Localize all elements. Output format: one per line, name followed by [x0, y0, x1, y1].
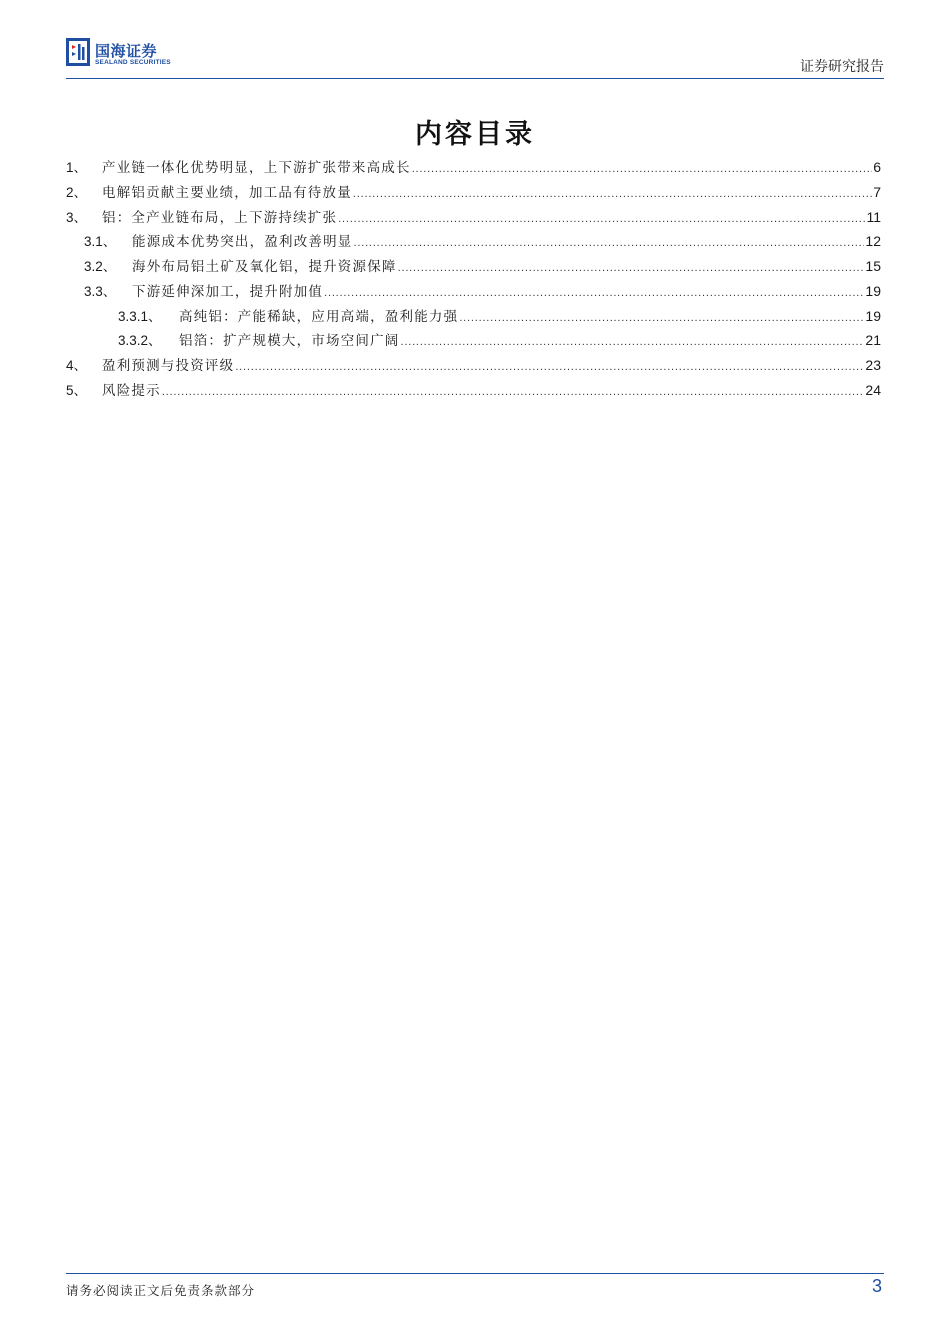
toc-entry-number: 2、: [66, 184, 88, 200]
toc-dot-leader: [338, 213, 865, 225]
report-type-label: 证券研究报告: [800, 59, 884, 75]
toc-entry-number: 1、: [66, 160, 88, 175]
toc-entry-title: 铝：全产业链布局，上下游持续扩张: [102, 209, 338, 226]
toc-entry-title: 下游延伸深加工，提升附加值: [132, 283, 324, 300]
toc-entry-number: 3、: [66, 209, 88, 225]
toc-entry[interactable]: [66, 156, 881, 181]
toc-entry-number: 3.2、: [84, 259, 117, 274]
toc-entry[interactable]: [66, 305, 881, 330]
toc-title: 内容目录: [415, 119, 535, 150]
toc-entry-number: 3.3.2、: [118, 333, 162, 349]
toc-entry-title: 海外布局铝土矿及氧化铝，提升资源保障: [132, 259, 397, 275]
toc-entry-page: 11: [866, 208, 881, 225]
sealand-logo-icon: [66, 38, 90, 66]
footer-divider: [66, 1273, 884, 1274]
toc-entry[interactable]: [66, 255, 881, 280]
toc-entry-title: 铝箔：扩产规模大，市场空间广阔: [179, 333, 400, 350]
toc-entry[interactable]: [66, 206, 881, 231]
toc-entry[interactable]: [66, 280, 881, 305]
toc-entry-number: 3.3.1、: [118, 308, 162, 324]
toc-entry-page: 24: [865, 381, 881, 398]
toc-entry[interactable]: [66, 354, 881, 379]
page-number: 3: [871, 1276, 882, 1296]
toc-dot-leader: [324, 287, 864, 299]
toc-dot-leader: [398, 262, 865, 274]
toc-dot-leader: [162, 386, 865, 398]
toc-entry-title: 盈利预测与投资评级: [102, 358, 235, 374]
toc-entry[interactable]: [66, 329, 881, 354]
toc-entry-title: 风险提示: [102, 382, 161, 399]
toc-dot-leader: [412, 163, 873, 175]
toc-entry-title: 电解铝贡献主要业绩，加工品有待放量: [102, 184, 352, 201]
toc-entry-number: 3.1、: [84, 234, 117, 250]
toc-entry-number: 3.3、: [84, 283, 117, 299]
brand-name-en: SEALAND SECURITIES: [95, 59, 171, 66]
header-divider: [66, 78, 884, 79]
toc-entry-number: 4、: [66, 358, 88, 373]
toc-entry-number: 5、: [66, 382, 88, 398]
toc-entry-title: 产业链一体化优势明显，上下游扩张带来高成长: [102, 160, 411, 176]
page-header: [66, 36, 884, 80]
disclaimer-note: 请务必阅读正文后免责条款部分: [66, 1283, 256, 1298]
toc-entry-page: 12: [865, 233, 881, 250]
toc-entry[interactable]: [66, 230, 881, 255]
toc-entry-page: 6: [873, 159, 881, 175]
toc-dot-leader: [235, 361, 864, 373]
toc-dot-leader: [353, 188, 872, 200]
toc-dot-leader: [459, 312, 864, 324]
toc-entry-title: 能源成本优势突出，盈利改善明显: [132, 234, 353, 251]
toc-entry-page: 23: [865, 357, 881, 373]
toc-entry[interactable]: [66, 181, 881, 206]
toc-entry-title: 高纯铝：产能稀缺，应用高端，盈利能力强: [179, 308, 459, 325]
brand-name-cn: 国海证券: [95, 42, 158, 60]
toc-entry[interactable]: [66, 379, 881, 404]
sealand-securities-logo: [66, 38, 186, 74]
toc-dot-leader: [354, 237, 865, 249]
toc-entry-page: 19: [865, 307, 881, 324]
toc-dot-leader: [401, 336, 865, 348]
toc-entry-page: 15: [865, 258, 881, 274]
toc-entry-page: 21: [865, 332, 881, 349]
table-of-contents: [66, 156, 881, 404]
toc-entry-page: 19: [865, 282, 881, 299]
toc-entry-page: 7: [873, 183, 881, 200]
